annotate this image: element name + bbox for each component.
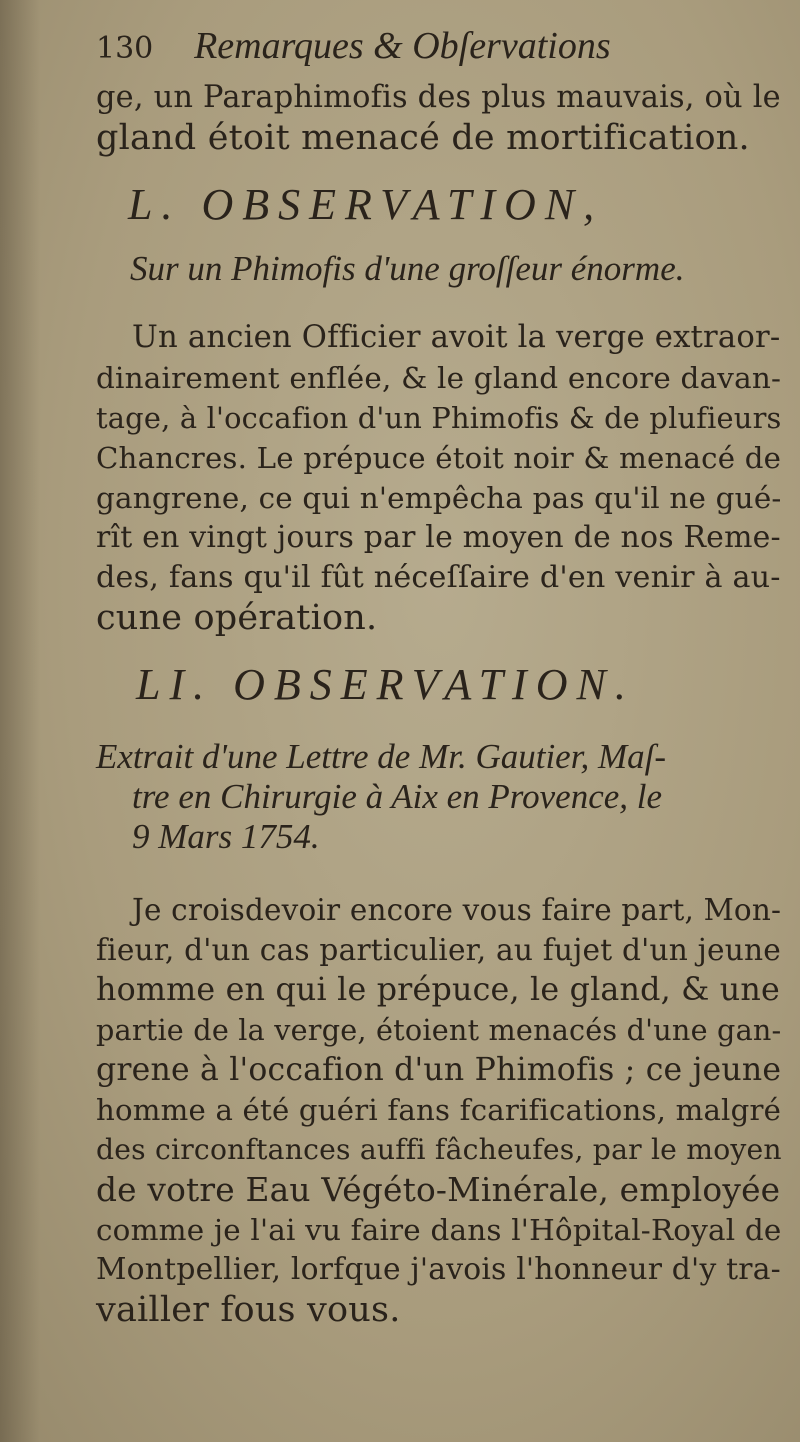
letter-extract-line: tre en Chirurgie à Aix en Provence, le	[132, 777, 663, 816]
text-line: Je croisdevoir encore vous faire part, Mon-	[132, 893, 782, 927]
text-line: grene à l'occafion d'un Phimofis ; ce jeune	[96, 1052, 782, 1088]
text-line: cune opération.	[96, 598, 378, 638]
text-line: dinairement enflée, & le gland encore davan-	[96, 361, 782, 395]
observation-heading: L. OBSERVATION,	[128, 180, 604, 229]
text-line: partie de la verge, étoient menacés d'une gan-	[96, 1013, 782, 1047]
letter-extract-line: 9 Mars 1754.	[132, 817, 320, 856]
text-line: des, fans qu'il fût néceſſaire d'en venir à au-	[96, 560, 781, 595]
text-line: de votre Eau Végéto-Minérale, employée	[96, 1171, 781, 1209]
text-line: Chancres. Le prépuce étoit noir & menacé de	[96, 441, 782, 475]
observation-heading: LI. OBSERVATION.	[136, 660, 635, 709]
page-number: 130	[96, 31, 154, 66]
text-line: gland étoit menacé de mortification.	[96, 118, 750, 158]
text-line: rît en vingt jours par le moyen de nos Reme-	[96, 520, 781, 555]
text-line: Un ancien Officier avoit la verge extraor-	[132, 320, 781, 355]
text-line: vailler fous vous.	[96, 1290, 401, 1330]
page-edge-shadow	[0, 0, 40, 1442]
text-line: homme en qui le prépuce, le gland, & une	[96, 972, 780, 1008]
text-line: fieur, d'un cas particulier, au fujet d'un jeune	[96, 933, 781, 967]
text-line: homme a été guéri fans fcarifications, malgré	[96, 1093, 782, 1127]
text-line: gangrene, ce qui n'empêcha pas qu'il ne gué-	[96, 481, 782, 515]
observation-subtitle: Sur un Phimofis d'une groſſeur énorme.	[130, 249, 685, 288]
letter-extract-line: Extrait d'une Lettre de Mr. Gautier, Maſ-	[96, 737, 666, 776]
text-line: des circonftances auffi fâcheufes, par le moyen	[96, 1133, 782, 1166]
text-line: comme je l'ai vu faire dans l'Hôpital-Royal de	[96, 1213, 782, 1247]
text-line: Montpellier, lorfque j'avois l'honneur d'y tra-	[96, 1252, 781, 1287]
running-header	[96, 26, 611, 69]
text-line: tage, à l'occafion d'un Phimofis & de plufieurs	[96, 401, 782, 435]
running-title: Remarques & Obſervations	[194, 25, 611, 67]
text-line: ge, un Paraphimofis des plus mauvais, où le	[96, 80, 781, 115]
